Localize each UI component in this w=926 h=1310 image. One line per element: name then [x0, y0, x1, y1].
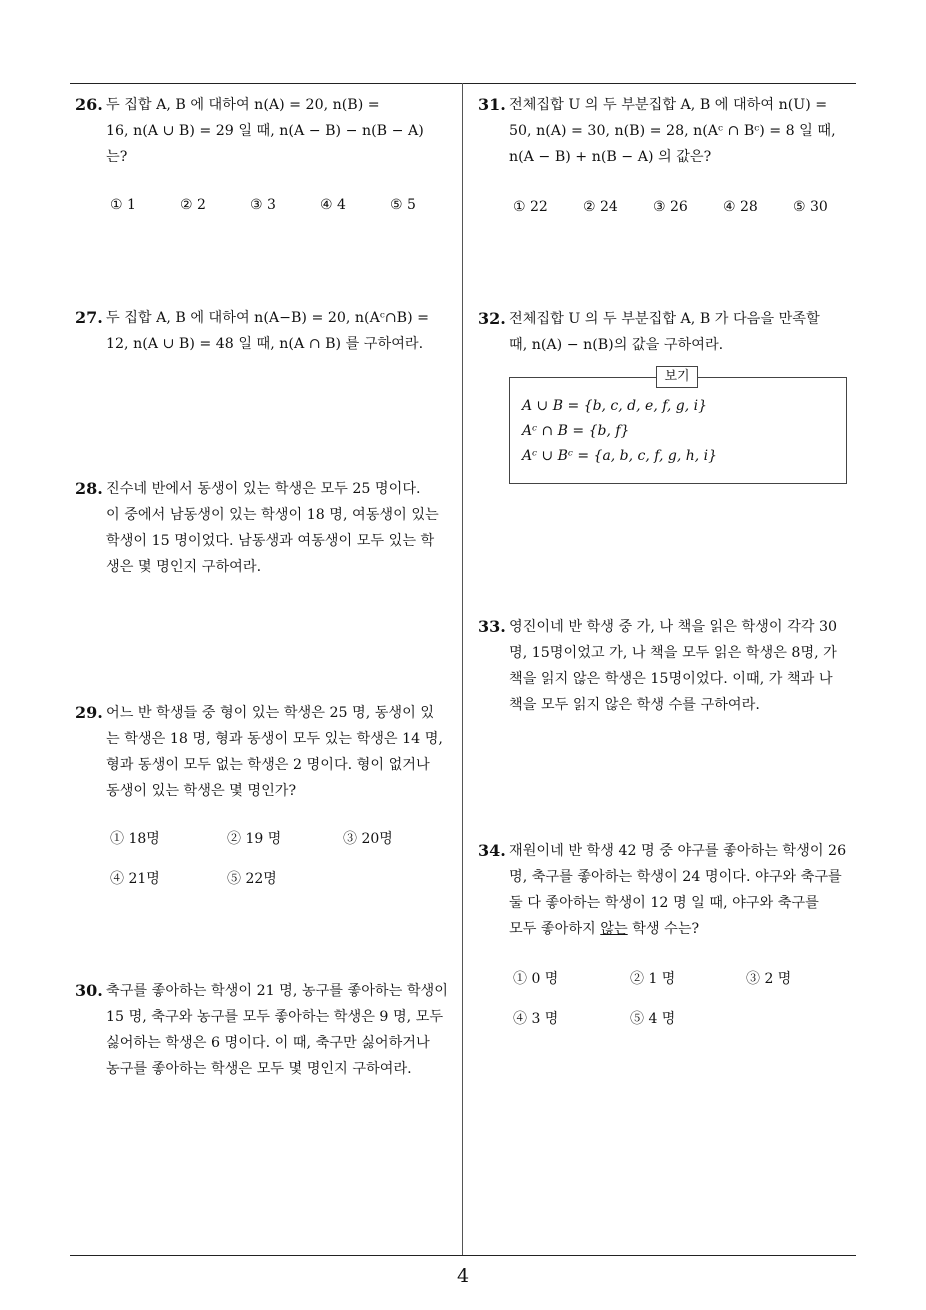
- question-29: [75, 700, 457, 804]
- question-32: [478, 306, 860, 358]
- question-number: 28.: [75, 479, 103, 498]
- question-number: 34.: [478, 841, 506, 860]
- question-number: 30.: [75, 981, 103, 1000]
- choice-3[interactable]: ③ 3: [250, 197, 276, 213]
- question-27: [75, 305, 457, 357]
- question-33: [478, 614, 860, 718]
- underlined-word: 않는: [600, 921, 628, 937]
- question-28: [75, 476, 457, 580]
- page-number: 4: [456, 1265, 470, 1287]
- choice-3[interactable]: ③ 2 명: [746, 971, 792, 987]
- question-number: 27.: [75, 308, 103, 327]
- question-26: [75, 92, 457, 170]
- example-line-2: Aᶜ ∩ B = {b, f}: [522, 423, 630, 439]
- choice-1[interactable]: ① 18명: [110, 831, 160, 847]
- question-number: 32.: [478, 309, 506, 328]
- question-text: 전체집합 U 의 두 부분집합 A, B 에 대하여 n(U) = 50, n(A) = 30, n(B) = 28, n(Aᶜ ∩ Bᶜ) = 8 일 때, n(A − B) + n(B − A) 의 값은?: [509, 97, 836, 165]
- bottom-rule: [70, 1255, 856, 1256]
- question-30: [75, 978, 457, 1082]
- choice-4[interactable]: ④ 3 명: [513, 1011, 559, 1027]
- question-number: 31.: [478, 95, 506, 114]
- question-31: [478, 92, 860, 170]
- question-text: 두 집합 A, B 에 대하여 n(A−B) = 20, n(Aᶜ∩B) = 12, n(A ∪ B) = 48 일 때, n(A ∩ B) 를 구하여라.: [106, 310, 429, 352]
- choice-5[interactable]: ⑤ 30: [793, 199, 828, 215]
- choice-5[interactable]: ⑤ 5: [390, 197, 416, 213]
- choice-3[interactable]: ③ 20명: [343, 831, 393, 847]
- column-divider: [462, 83, 463, 1255]
- choice-1[interactable]: ① 22: [513, 199, 548, 215]
- question-text: 재원이네 반 학생 42 명 중 야구를 좋아하는 학생이 26 명, 축구를 좋아하는 학생이 24 명이다. 야구와 축구를 둘 다 좋아하는 학생이 12 명 일 때, 야구와 축구를 모두 좋아하지 않는 학생 수는?: [509, 843, 847, 937]
- choice-4[interactable]: ④ 21명: [110, 871, 160, 887]
- question-number: 33.: [478, 617, 506, 636]
- question-text: 진수네 반에서 동생이 있는 학생은 모두 25 명이다. 이 중에서 남동생이 있는 학생이 18 명, 여동생이 있는 학생이 15 명이었다. 남동생과 여동생이 모두 있는 학 생은 몇 명인지 구하여라.: [106, 481, 439, 575]
- question-34: [478, 838, 860, 942]
- choice-4[interactable]: ④ 28: [723, 199, 758, 215]
- question-text: 축구를 좋아하는 학생이 21 명, 농구를 좋아하는 학생이 15 명, 축구와 농구를 모두 좋아하는 학생은 9 명, 모두 싫어하는 학생은 6 명이다. 이 때, 축구만 싫어하거나 농구를 좋아하는 학생은 모두 몇 명인지 구하여라.: [106, 983, 448, 1077]
- example-box-title: 보기: [656, 366, 698, 388]
- example-line-3: Aᶜ ∪ Bᶜ = {a, b, c, f, g, h, i}: [522, 448, 718, 464]
- question-number: 29.: [75, 703, 103, 722]
- question-text: 영진이네 반 학생 중 가, 나 책을 읽은 학생이 각각 30 명, 15명이었고 가, 나 책을 모두 읽은 학생은 8명, 가 책을 읽지 않은 학생은 15명이었다. 이때, 가 책과 나 책을 모두 읽지 않은 학생 수를 구하여라.: [509, 619, 838, 713]
- choice-4[interactable]: ④ 4: [320, 197, 346, 213]
- choice-5[interactable]: ⑤ 22명: [227, 871, 277, 887]
- choice-3[interactable]: ③ 26: [653, 199, 688, 215]
- choice-1[interactable]: ① 0 명: [513, 971, 559, 987]
- question-text: 두 집합 A, B 에 대하여 n(A) = 20, n(B) = 16, n(A ∪ B) = 29 일 때, n(A − B) − n(B − A) 는?: [106, 97, 424, 165]
- question-number: 26.: [75, 95, 103, 114]
- example-line-1: A ∪ B = {b, c, d, e, f, g, i}: [522, 398, 708, 414]
- question-text: 전체집합 U 의 두 부분집합 A, B 가 다음을 만족할 때, n(A) − n(B)의 값을 구하여라.: [509, 311, 820, 353]
- choice-2[interactable]: ② 24: [583, 199, 618, 215]
- choice-5[interactable]: ⑤ 4 명: [630, 1011, 676, 1027]
- choice-2[interactable]: ② 2: [180, 197, 206, 213]
- choice-2[interactable]: ② 19 명: [227, 831, 282, 847]
- question-text: 어느 반 학생들 중 형이 있는 학생은 25 명, 동생이 있 는 학생은 18 명, 형과 동생이 모두 있는 학생은 14 명, 형과 동생이 모두 없는 학생은 2 명이다. 형이 없거나 동생이 있는 학생은 몇 명인가?: [106, 705, 443, 799]
- choice-1[interactable]: ① 1: [110, 197, 136, 213]
- choice-2[interactable]: ② 1 명: [630, 971, 676, 987]
- top-rule: [70, 83, 856, 84]
